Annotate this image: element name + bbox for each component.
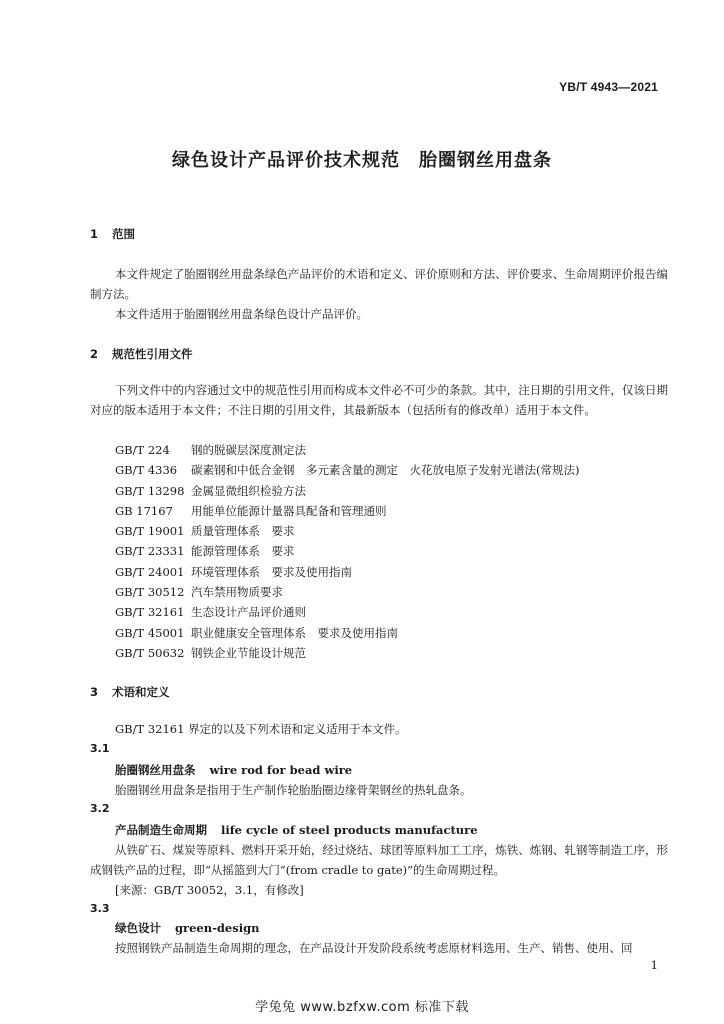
reference-name: 汽车禁用物质要求 <box>191 585 283 600</box>
term-definition: 按照钢铁产品制造生命周期的理念，在产品设计开发阶段系统考虑原材料选用、生产、销售、使用、回 <box>115 941 633 955</box>
section-1-heading <box>90 226 135 242</box>
reference-name: 钢铁企业节能设计规范 <box>191 645 306 660</box>
reference-name: 金属显微组织检验方法 <box>191 483 306 498</box>
term-definition: 胎圈钢丝用盘条是指用于生产制作轮胎胎圈边缘骨架钢丝的热轧盘条。 <box>115 783 472 797</box>
term-number: 3.3 <box>90 902 110 915</box>
reference-name: 环境管理体系 要求及使用指南 <box>191 564 352 579</box>
section-number: 3 <box>90 685 99 699</box>
reference-item <box>115 643 579 663</box>
section-3-intro: GB/T 32161 界定的以及下列术语和定义适用于本文件。 <box>115 722 407 736</box>
term-zh: 产品制造生命周期 <box>115 823 207 837</box>
reference-item <box>115 481 579 501</box>
reference-code: GB/T 13298 <box>115 483 185 498</box>
page-number: 1 <box>650 958 658 972</box>
term-en: green-design <box>175 921 260 935</box>
reference-list <box>115 440 579 663</box>
section-number: 1 <box>90 227 99 241</box>
reference-code: GB/T 224 <box>115 443 170 457</box>
section-2-intro: 下列文件中的内容通过文中的规范性引用而构成本文件必不可少的条款。其中，注日期的引用文件，仅该日期对应的版本适用于本文件；不注日期的引用文件，其最新版本（包括所有的修改单）适用于本文件。 <box>90 383 668 417</box>
reference-name: 钢的脱碳层深度测定法 <box>191 443 306 457</box>
term-zh: 绿色设计 <box>115 921 161 935</box>
reference-code: GB/T 19001 <box>115 524 185 539</box>
term-heading <box>115 762 352 778</box>
reference-code: GB/T 32161 <box>115 605 185 620</box>
reference-name: 用能单位能源计量器具配备和管理通则 <box>191 503 387 518</box>
document-title: 绿色设计产品评价技术规范 胎圈钢丝用盘条 <box>172 150 552 171</box>
reference-name: 职业健康安全管理体系 要求及使用指南 <box>191 625 398 640</box>
reference-item <box>115 562 579 582</box>
term-number: 3.2 <box>90 802 110 815</box>
reference-item <box>115 501 579 521</box>
reference-code: GB/T 45001 <box>115 625 185 640</box>
reference-code: GB/T 4336 <box>115 463 178 478</box>
term-en: wire rod for bead wire <box>209 763 353 777</box>
reference-name: 能源管理体系 要求 <box>191 544 295 559</box>
reference-item <box>115 623 579 643</box>
reference-code: GB/T 24001 <box>115 564 185 579</box>
reference-code: GB/T 50632 <box>115 645 185 660</box>
reference-item <box>115 582 579 602</box>
reference-item <box>115 440 579 460</box>
term-heading <box>115 920 259 936</box>
section-1-paragraph-2: 本文件适用于胎圈钢丝用盘条绿色设计产品评价。 <box>115 307 368 321</box>
footer-watermark: 学兔兔 www.bzfxw.com 标准下载 <box>255 1000 469 1015</box>
section-title: 范围 <box>112 227 135 241</box>
reference-name: 碳素钢和中低合金钢 多元素含量的测定 火花放电原子发射光谱法(常规法) <box>191 463 580 478</box>
reference-name: 生态设计产品评价通则 <box>191 605 306 620</box>
term-zh: 胎圈钢丝用盘条 <box>115 763 196 777</box>
term-en: life cycle of steel products manufacture <box>221 823 478 837</box>
reference-name: 质量管理体系 要求 <box>191 524 295 539</box>
section-title: 规范性引用文件 <box>112 347 193 361</box>
standard-number: YB/T 4943—2021 <box>559 80 658 94</box>
section-title: 术语和定义 <box>112 685 170 699</box>
section-number: 2 <box>90 347 99 361</box>
reference-item <box>115 541 579 561</box>
section-3-heading <box>90 684 170 700</box>
section-2-heading <box>90 346 193 362</box>
term-number: 3.1 <box>90 742 110 755</box>
reference-code: GB 17167 <box>115 503 173 518</box>
term-definition: 从铁矿石、煤炭等原料、燃料开采开始，经过烧结、球团等原料加工工序，炼铁、炼钢、轧钢等制造工序，形成钢铁产品的过程，即“从摇篮到大门”(from cradle to gate)”的生命周期过程。 <box>90 843 668 877</box>
reference-item <box>115 602 579 622</box>
reference-item <box>115 460 579 480</box>
reference-code: GB/T 30512 <box>115 585 185 600</box>
section-1-paragraph-1: 本文件规定了胎圈钢丝用盘条绿色产品评价的术语和定义、评价原则和方法、评价要求、生命周期评价报告编制方法。 <box>90 267 668 301</box>
reference-code: GB/T 23331 <box>115 544 185 559</box>
term-source: [来源：GB/T 30052，3.1，有修改] <box>115 883 304 897</box>
term-heading <box>115 822 478 838</box>
reference-item <box>115 521 579 541</box>
